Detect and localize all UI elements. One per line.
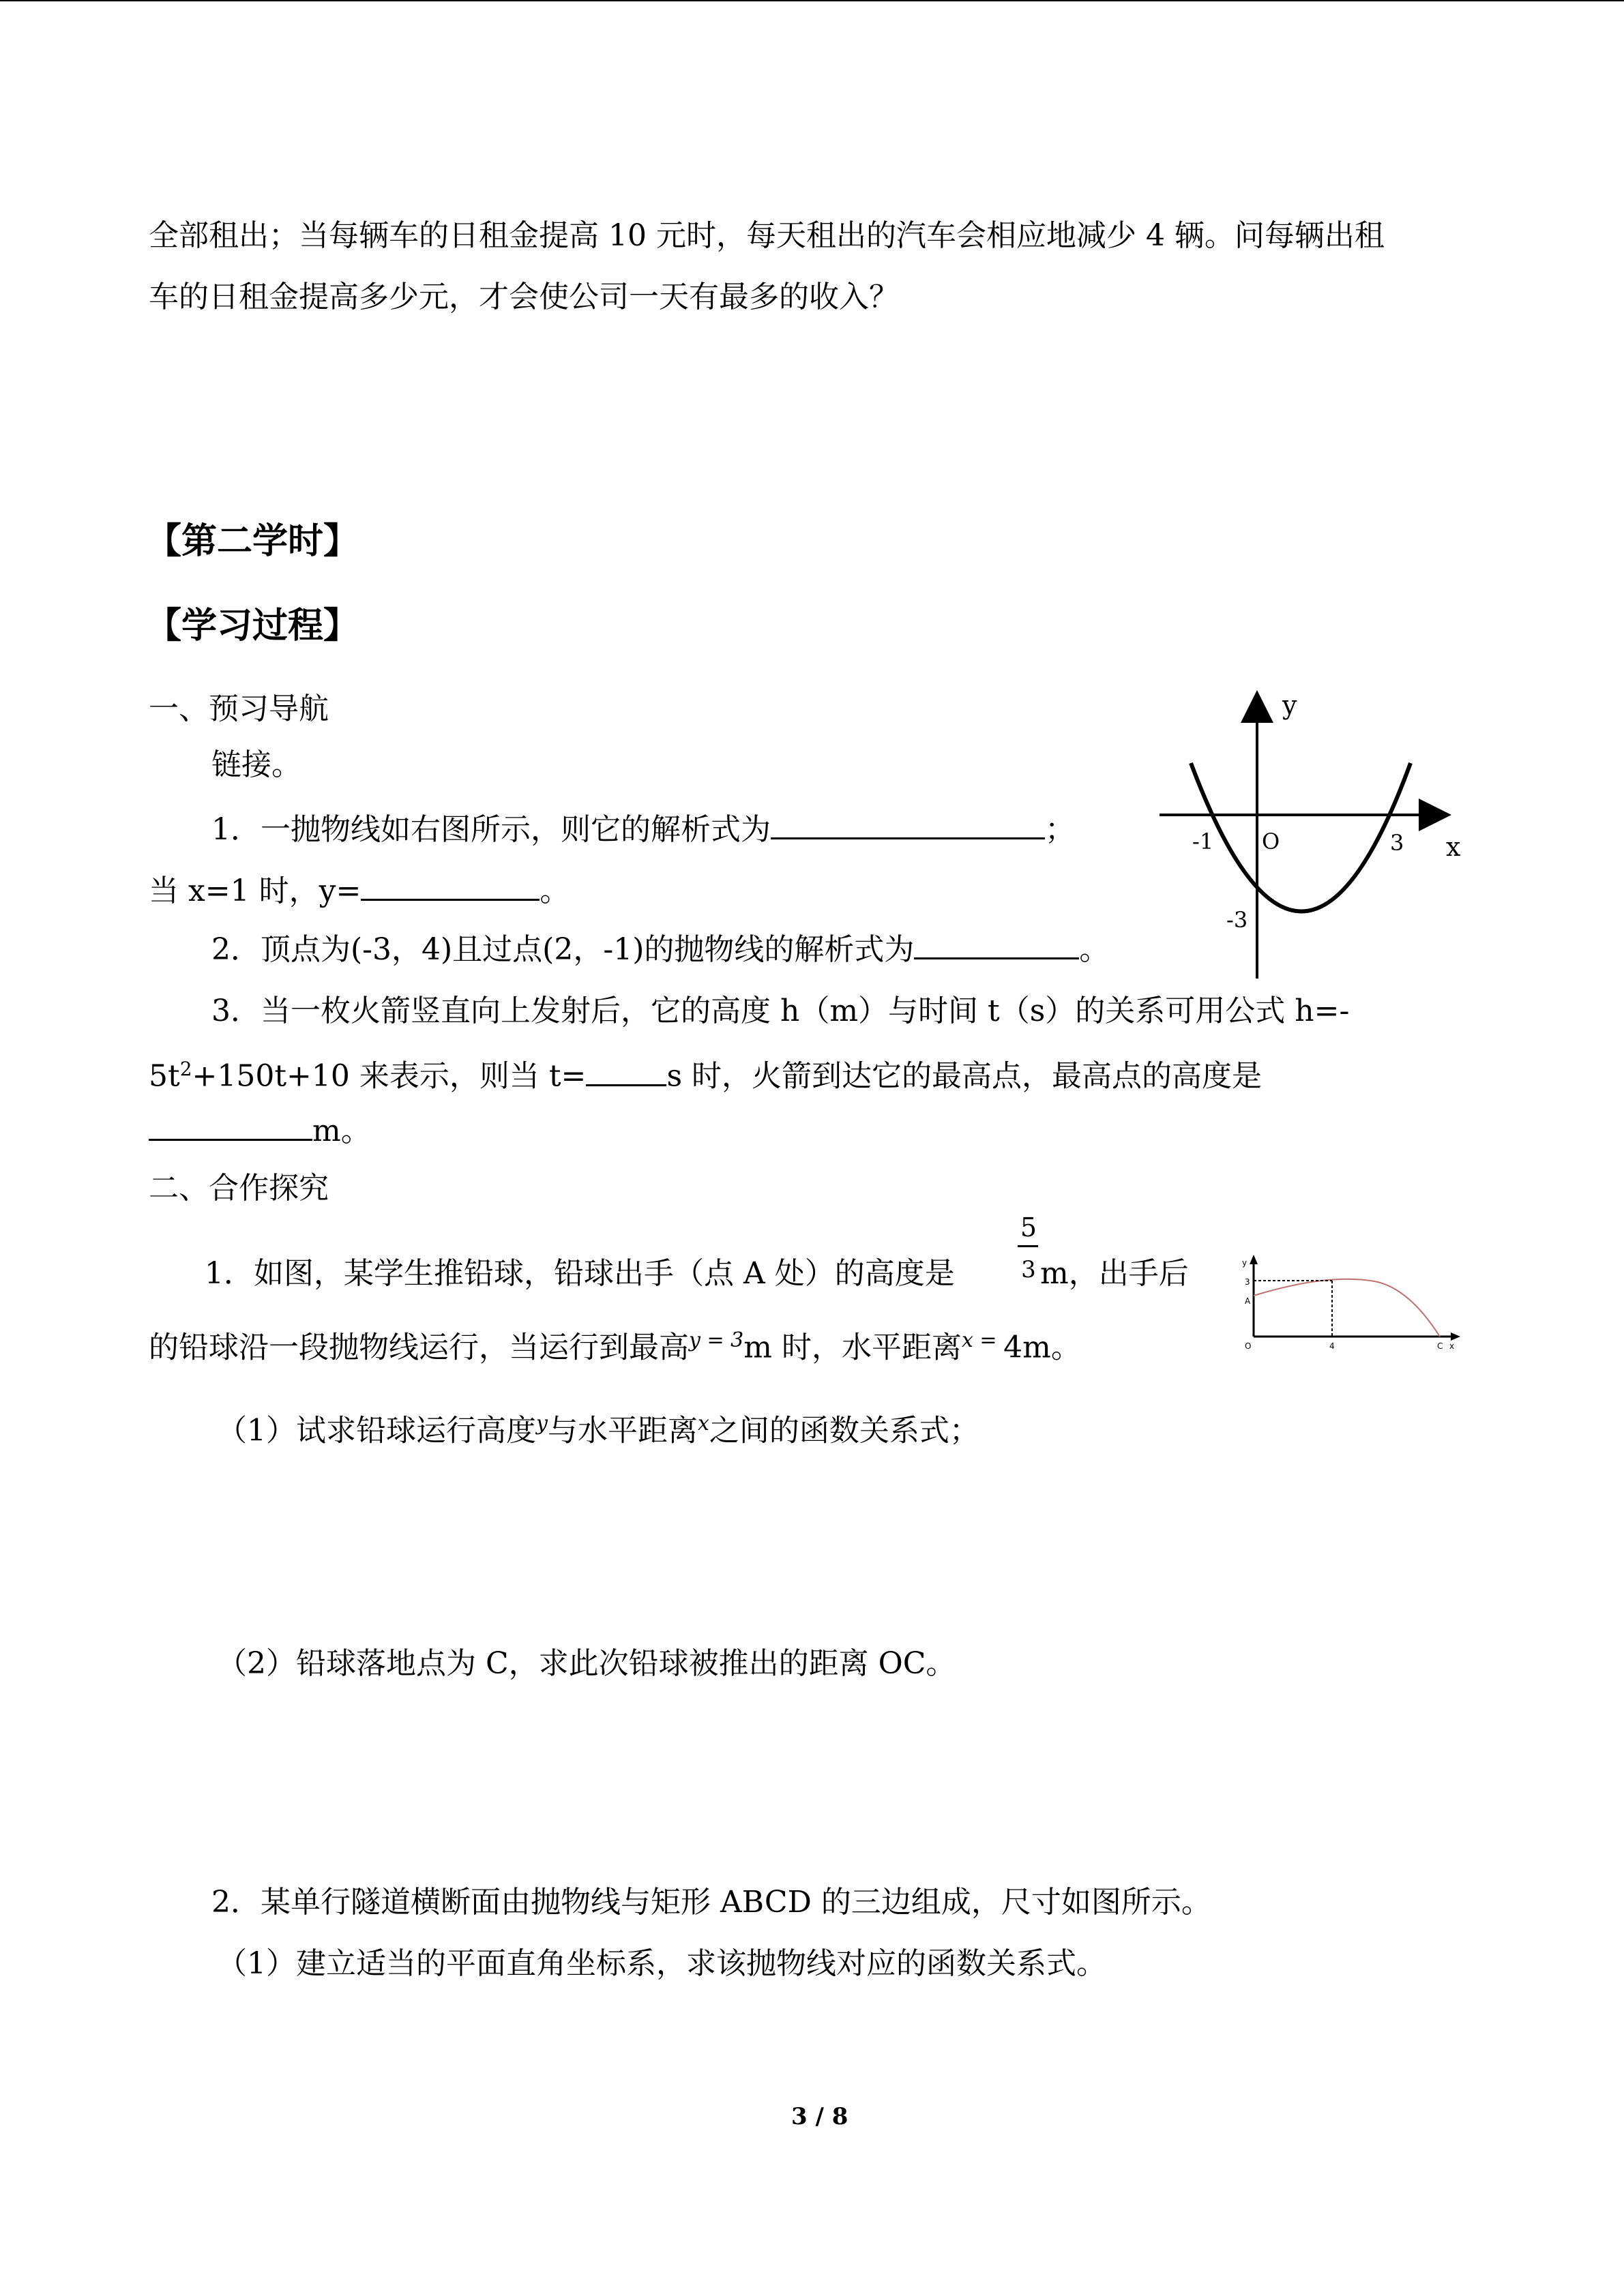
subquestion-2: （2）铅球落地点为 C，求此次铅球被推出的距离 OC。	[217, 1646, 956, 1681]
formula-y-eq-3: y = 3	[689, 1328, 744, 1352]
y-label: y	[1242, 1258, 1247, 1268]
label-4: 4	[1329, 1341, 1335, 1351]
answer-blank-2[interactable]	[361, 871, 540, 901]
problem-2: 2．某单行隧道横断面由抛物线与矩形 ABCD 的三边组成，尺寸如图所示。	[211, 1885, 1211, 1920]
question-3-line-1: 3．当一枚火箭竖直向上发射后，它的高度 h（m）与时间 t（s）的关系可用公式 h=-	[211, 994, 1350, 1028]
subquestion-1-text: （1）试求铅球运行高度	[217, 1413, 536, 1448]
problem-1-text-4: 4m。	[1003, 1330, 1081, 1365]
answer-blank-5[interactable]	[149, 1112, 312, 1141]
answer-blank-4[interactable]	[586, 1057, 666, 1086]
heading-process: 【学习过程】	[146, 606, 359, 646]
var-y: y	[536, 1412, 548, 1435]
continuation-line-2: 车的日租金提高多少元，才会使公司一天有最多的收入？	[149, 280, 899, 314]
question-3-text-2: +150t+10 来表示，则当 t=	[192, 1058, 587, 1094]
x-axis-arrow	[1451, 1332, 1460, 1341]
fraction-bar	[1018, 1245, 1038, 1247]
section-preview-title: 一、预习导航	[149, 691, 329, 726]
label-3: 3	[1245, 1277, 1250, 1287]
problem-1-line-1-end: m，出手后	[1040, 1256, 1189, 1291]
continuation-line-1: 全部租出；当每辆车的日租金提高 10 元时，每天租出的汽车会相应地减少 4 辆。问每辆出租	[149, 218, 1385, 253]
problem-1-text-3: m 时，水平距离	[743, 1330, 962, 1365]
question-1-line-2	[149, 871, 570, 910]
heading-period: 【第二学时】	[146, 521, 359, 562]
question-1-semicolon: ；	[1045, 812, 1075, 847]
problem-1-line-1: 1．如图，某学生推铅球，铅球出手（点 A 处）的高度是	[205, 1256, 955, 1291]
fraction-numerator: 5	[1020, 1212, 1037, 1242]
parabola-graph	[1153, 685, 1494, 979]
formula-x-eq: x =	[961, 1328, 1004, 1352]
label-neg1: -1	[1192, 829, 1214, 854]
problem-2-sub-1: （1）建立适当的平面直角坐标系，求该抛物线对应的函数关系式。	[217, 1946, 1106, 1981]
x-axis-label: x	[1446, 832, 1461, 862]
question-3-text-3: s 时，火箭到达它的最高点，最高点的高度是	[666, 1058, 1263, 1094]
label-origin: O	[1262, 829, 1280, 854]
y-axis-label: y	[1282, 690, 1297, 720]
label-3: 3	[1390, 830, 1404, 856]
question-3-5t: 5t	[149, 1058, 180, 1094]
question-3-line-2	[149, 1050, 1262, 1096]
label-neg3: -3	[1226, 907, 1248, 933]
question-1-text: 1．一抛物线如右图所示，则它的解析式为	[211, 812, 771, 847]
trajectory-curve	[1254, 1279, 1440, 1337]
page-number: 3 / 8	[791, 2103, 848, 2130]
subquestion-1	[217, 1405, 979, 1450]
parabola-curve	[1191, 763, 1411, 912]
question-3-line-3	[149, 1112, 371, 1150]
preview-link: 链接。	[211, 747, 301, 782]
question-2-text: 2．顶点为(-3，4)且过点(2，-1)的抛物线的解析式为	[211, 932, 915, 967]
superscript-2: 2	[179, 1058, 192, 1080]
question-1-period: 。	[540, 874, 570, 908]
label-o: O	[1245, 1341, 1252, 1351]
problem-1-line-2	[149, 1322, 1081, 1367]
answer-blank-3[interactable]	[914, 930, 1079, 959]
question-2	[211, 930, 1109, 969]
page-top-border	[0, 0, 1624, 1]
problem-1-text-2: 的铅球沿一段抛物线运行，当运行到最高	[149, 1330, 689, 1365]
var-x: x	[697, 1412, 709, 1435]
section-coop-title: 二、合作探究	[149, 1171, 329, 1206]
question-1-text-2: 当 x=1 时，y=	[149, 874, 361, 908]
question-1-line-1	[211, 810, 1075, 849]
question-2-period: 。	[1079, 932, 1110, 967]
fraction-denominator: 3	[1021, 1256, 1036, 1283]
subquestion-1-text-2: 与水平距离	[547, 1413, 698, 1448]
label-a: A	[1245, 1296, 1251, 1306]
answer-blank-1[interactable]	[771, 810, 1045, 839]
question-3-unit: m。	[312, 1114, 371, 1148]
y-axis-arrow	[1250, 1255, 1258, 1264]
label-c: C	[1437, 1341, 1443, 1351]
subquestion-1-text-3: 之间的函数关系式；	[709, 1413, 979, 1448]
shot-put-graph	[1238, 1255, 1463, 1357]
label-x: x	[1449, 1341, 1455, 1351]
